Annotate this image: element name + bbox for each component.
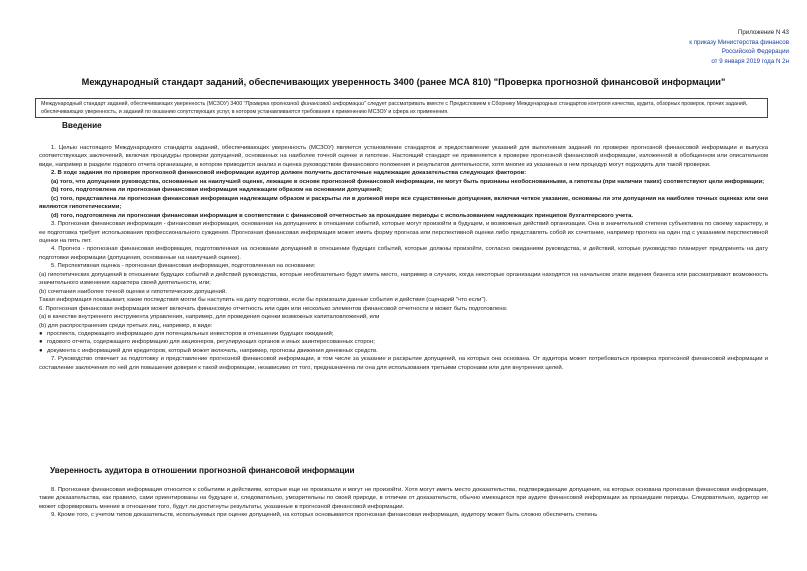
preface-note-box <box>35 98 768 118</box>
paragraph-7: 7. Руководство отвечает за подготовку и представление прогнозной финансовой информации, в том числе за указание и раскрытие допущений, на которых она основана. От аудитора может потребоваться проверка прогнозной финансовой информации и составление заключения по ней для повышения доверия к такой информации, независимо от того, предназначена ли она для использования третьими сторонами или для внутренних целей. <box>39 356 768 371</box>
section-heading-introduction: Введение <box>62 121 102 130</box>
ministry-link[interactable]: Российской Федерации <box>721 48 789 55</box>
section-heading-auditor-assurance: Уверенность аудитора в отношении прогнозной финансовой информации <box>50 466 355 475</box>
paragraph-1: 1. Целью настоящего Международного стандарта заданий, обеспечивающих уверенность (МСЗОУ) является установление стандартов и предоставление указаний для выполнения заданий по проверке прогнозной финансовой информации и выпуска соответствующих заключений, включая процедуры проверки допущений, основанных на наиболее точной оценке и гипотезе. Настоящий стандарт не применяется к проверке прогнозной финансовой информации, изложенной в обобщенном или описательном виде, например в разделе годового отчета организации, в котором приводится анализ и оценка руководством финансового положения и результатов деятельности, хотя многие из указанных в нем процедур могут подходить для такой проверки. <box>39 145 768 168</box>
paragraph-2c: (c) того, представлена ли прогнозная финансовая информация надлежащим образом и раскрыты ли в должной мере все существенные допущения, включая четкое указание, основаны ли эти допущения на наиболее точных оценках или они являются гипотетическими; <box>39 195 768 211</box>
paragraph-2: 2. В ходе задания по проверке прогнозной финансовой информации аудитор должен получить достаточные надлежащие доказательства следующих факторов: <box>51 170 527 177</box>
document-title: Международный стандарт заданий, обеспечивающих уверенность 3400 (ранее МСА 810) "Проверка прогнозной финансовой информации" <box>81 77 726 87</box>
bullet-text-creditors: документа с информацией для кредиторов, который может включать, например, прогнозы движения денежных средств. <box>47 347 378 354</box>
assurance-body <box>39 486 768 520</box>
paragraph-5b: (b) сочетания наиболее точной оценки и гипотетических допущений. <box>39 288 227 295</box>
bullet-icon: ● <box>39 339 43 346</box>
paragraph-6: 6. Прогнозная финансовая информация может включать финансовую отчетность или один или несколько элементов финансовой отчетности и может быть подготовлена: <box>39 305 508 312</box>
order-date-link[interactable]: от 9 января 2019 года N 2н <box>711 57 789 65</box>
bullet-text-prospectus: проспекта, содержащего информацию для потенциальных инвесторов в отношении будущих ожиданий; <box>47 330 334 337</box>
order-link[interactable]: к приказу Министерства финансов <box>689 38 789 46</box>
paragraph-8: 8. Прогнозная финансовая информация относится к событиям и действиям, которые еще не произошли и могут не произойти. Хотя могут иметь место доказательства, подтверждающие допущения, на которых основана прогнозная финансовая информация, такие доказательства, как правило, сами ориентированы на будущее и, следовательно, умозрительны по своей природе, в отличие от доказательств, обычно имеющихся при аудите финансовой информации за прошедшие периоды. Следовательно, аудитор не может сформировать мнение в отношении того, будут ли достигнуты результаты, указанные в прогнозной финансовой информации. <box>39 487 768 510</box>
introduction-body <box>39 144 768 372</box>
paragraph-5: 5. Перспективная оценка - прогнозная финансовая информация, подготовленная на основании: <box>51 263 316 270</box>
appendix-number: Приложение N 43 <box>737 29 789 36</box>
note-text-start: Международный стандарт заданий, обеспечивающих уверенность (МСЗОУ) 3400 " <box>41 101 246 107</box>
paragraph-5c: Такая информация показывает, какие последствия могли бы наступить на дату подготовки, если бы произошли данные события и действия (сценарий "что если"). <box>39 297 488 304</box>
paragraph-5a: (a) гипотетических допущений в отношении будущих событий и действий руководства, которые необязательно будут иметь место, например в случаях, когда некоторые организации находятся на начальном этапе ведения бизнеса или рассматривают возможность значительного изменения характера своей деятельности, или; <box>39 271 768 287</box>
paragraph-6b: (b) для распространения среди третьих лиц, например, в виде: <box>39 322 213 329</box>
note-text-end: " следует рассматривать вместе с Предисловием к Сборнику Международных стандартов контроля качества, аудита, обзорных проверок, прочих заданий, обеспечивающих уверенность, и заданий по оказанию сопутствующих услуг, в котором устанавливаются требования к применению МСЗОУ и сфера их применения. <box>41 101 748 115</box>
list-item <box>39 347 768 355</box>
note-standard-name: Проверка прогнозной финансовой информации <box>245 101 365 107</box>
bullet-icon: ● <box>39 347 43 354</box>
bullet-icon: ● <box>39 330 43 337</box>
paragraph-2a: (a) того, что допущения руководства, основанные на наилучшей оценке, лежащие в основе прогнозной финансовой информации, не могут быть признаны необоснованными, а гипотезы (при наличии таких) соответствуют цели информации; <box>51 178 765 185</box>
list-item <box>39 330 768 338</box>
paragraph-4: 4. Прогноз - прогнозная финансовая информация, подготовленная на основании допущений в отношении будущих событий, которые должны произойти, согласно ожиданиям руководства, и действий, которые руководство планирует предпринять на дату подготовки информации (допущения, основанные на наилучшей оценке). <box>39 246 768 261</box>
paragraph-3: 3. Прогнозная финансовая информация - финансовая информация, основанная на допущениях в отношении событий, которые могут произойти в будущем, и возможных действий организации. Она в значительной степени субъективна по своему характеру, и ее подготовка требует использования профессионального суждения. Прогнозная финансовая информация может иметь форму прогноза или перспективной оценки либо представлять собой их сочетание, например прогноз на один год с указанием перспективной оценки на пять лет. <box>39 221 768 244</box>
appendix-reference <box>549 28 789 66</box>
paragraph-9: 9. Кроме того, с учетом типов доказательств, используемых при оценке допущений, на которых основывается прогнозная финансовая информация, аудитору может быть сложно обеспечить степень <box>51 512 598 519</box>
bullet-text-annual-report: годового отчета, содержащего информацию для акционеров, регулирующих органов и иных заинтересованных сторон; <box>47 339 375 346</box>
paragraph-2b: (b) того, подготовлена ли прогнозная финансовая информация надлежащим образом на основании допущений; <box>51 187 383 194</box>
paragraph-2d: (d) того, подготовлена ли прогнозная финансовая информация в соответствии с финансовой отчетностью за прошедшие периоды с использованием надлежащих принципов бухгалтерского учета. <box>51 212 634 219</box>
paragraph-6a: (a) в качестве внутреннего инструмента управления, например, для проведения оценки возможных капиталовложений, или <box>39 314 380 321</box>
list-item <box>39 338 768 346</box>
